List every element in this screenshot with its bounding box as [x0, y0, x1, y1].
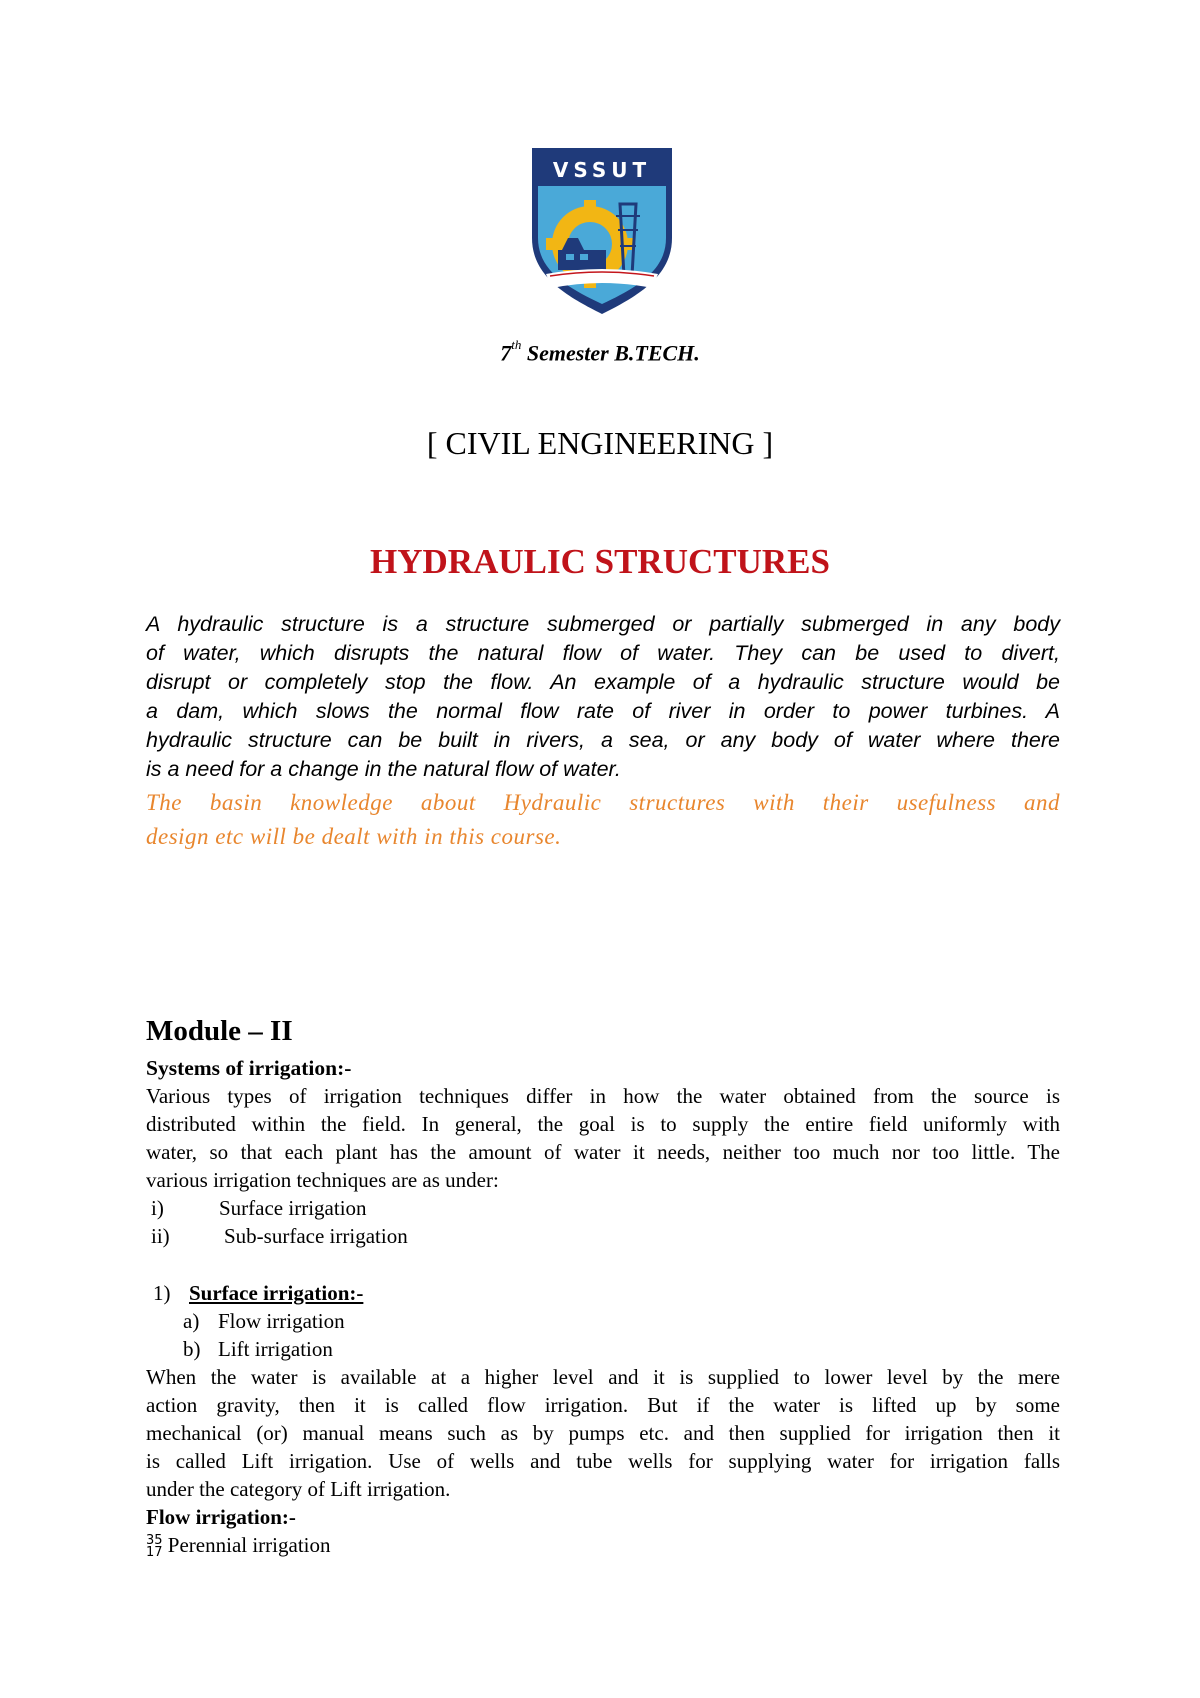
vssut-crest-icon [528, 146, 676, 316]
list-number: a) [183, 1309, 200, 1333]
symbol-bottom: 17 [146, 1545, 163, 1561]
semester-suffix: th [511, 337, 522, 352]
list-label: Sub-surface irrigation [224, 1224, 408, 1248]
semester-text: Semester B.TECH. [521, 340, 700, 366]
course-note [146, 786, 1060, 854]
symbol-top: 35 [146, 1533, 163, 1549]
paragraph-line: under the category of Lift irrigation. [146, 1477, 451, 1501]
bullet-symbol-icon [146, 1535, 163, 1559]
intro-line: of water, which disrupts the natural flow of water. They can be used to divert, [146, 641, 1060, 665]
paragraph-line: water, so that each plant has the amount of water it needs, neither too much nor too little. The [146, 1140, 1060, 1164]
surface-paragraph [146, 1363, 1060, 1503]
list-number: ii) [151, 1224, 170, 1248]
intro-line: A hydraulic structure is a structure submerged or partially submerged in any body [146, 612, 1060, 636]
course-title: HYDRAULIC STRUCTURES [370, 542, 830, 581]
list-label: Flow irrigation [218, 1309, 345, 1333]
semester-line [0, 337, 1200, 366]
perennial-label: Perennial irrigation [167, 1533, 331, 1557]
perennial-item [146, 1531, 1060, 1559]
flow-irrigation-heading: Flow irrigation:- [146, 1505, 296, 1529]
paragraph-line: When the water is available at a higher level and it is supplied to lower level by the mere [146, 1365, 1060, 1389]
section-title: Surface irrigation:- [189, 1281, 364, 1305]
list-label: Surface irrigation [219, 1196, 367, 1220]
paragraph-line: various irrigation techniques are as under: [146, 1168, 499, 1192]
intro-line: is a need for a change in the natural flow of water. [146, 757, 621, 781]
list-number: b) [183, 1337, 201, 1361]
list-label: Lift irrigation [218, 1337, 333, 1361]
paragraph-line: mechanical (or) manual means such as by pumps etc. and then supplied for irrigation then it [146, 1421, 1060, 1445]
semester-number: 7 [500, 340, 512, 366]
section-number: 1) [153, 1281, 171, 1305]
paragraph-line: is called Lift irrigation. Use of wells and tube wells for supplying water for irrigation falls [146, 1449, 1060, 1473]
intro-line: a dam, which slows the normal flow rate of river in order to power turbines. A [146, 699, 1060, 723]
university-logo [528, 146, 676, 316]
course-note-line: The basin knowledge about Hydraulic structures with their usefulness and [146, 790, 1060, 815]
course-note-line: design etc will be dealt with in this course. [146, 824, 562, 849]
intro-paragraph [146, 610, 1060, 784]
module-heading: Module – II [146, 1015, 293, 1047]
intro-line: hydraulic structure can be built in rivers, a sea, or any body of water where there [146, 728, 1060, 752]
logo-text: VSSUT [552, 158, 652, 182]
paragraph-line: distributed within the field. In general, the goal is to supply the entire field uniformly with [146, 1112, 1060, 1136]
list-number: i) [151, 1196, 164, 1220]
intro-line: disrupt or completely stop the flow. An example of a hydraulic structure would be [146, 670, 1060, 694]
paragraph-line: action gravity, then it is called flow irrigation. But if the water is lifted up by some [146, 1393, 1060, 1417]
systems-paragraph [146, 1082, 1060, 1194]
systems-heading: Systems of irrigation:- [146, 1056, 352, 1080]
paragraph-line: Various types of irrigation techniques differ in how the water obtained from the source is [146, 1084, 1060, 1108]
department-heading: [ CIVIL ENGINEERING ] [426, 425, 774, 461]
